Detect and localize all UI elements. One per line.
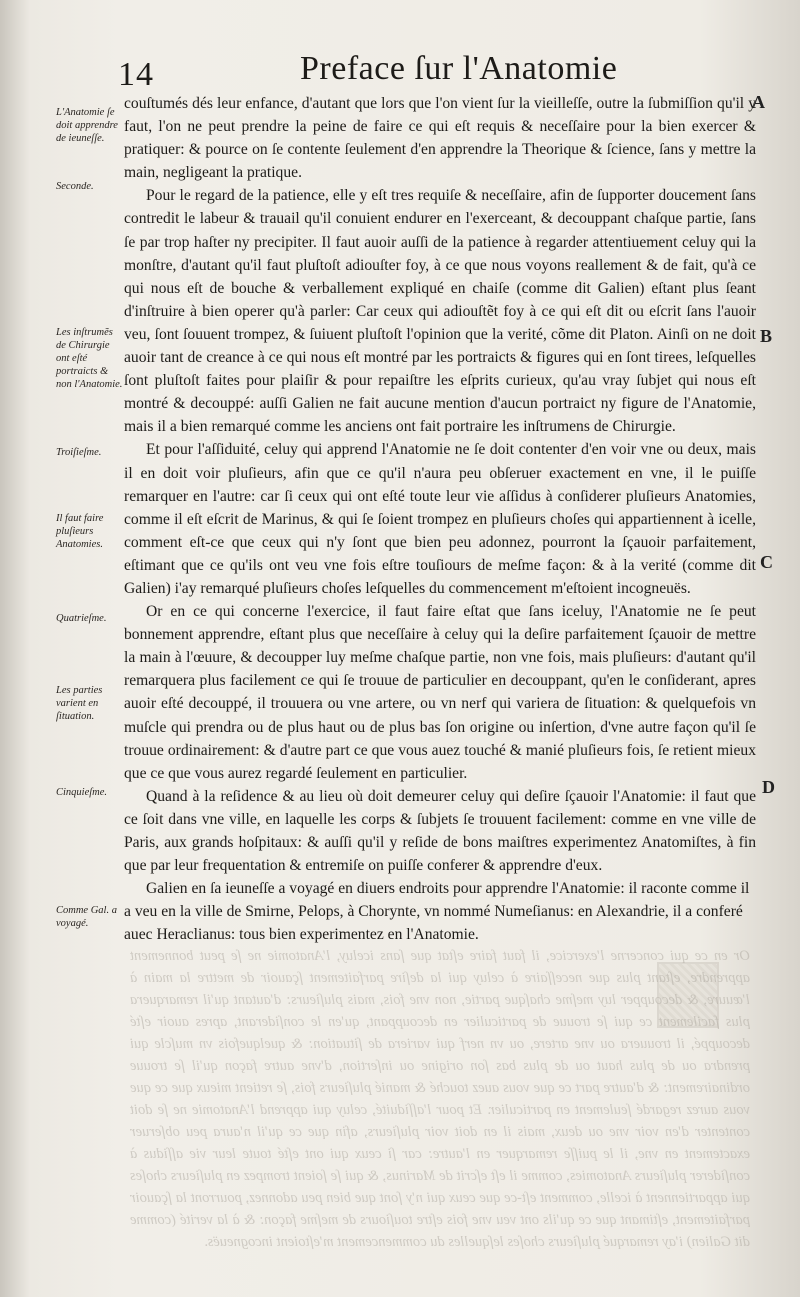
side-note-youth: L'Anatomie ſe doit apprendre de ieuneſſe. [56, 107, 118, 144]
running-title: Preface ſur l'Anatomie [300, 50, 618, 87]
side-note-instruments: Les inſtrumẽs de Chirurgie ont eſté portraicts & non l'Anatomie. [56, 327, 123, 390]
margin-letter-c: C [760, 552, 773, 572]
paragraph-3: Et pour l'aſſiduité, celuy qui apprend l'Anatomie ne ſe doit contenter d'en voir vne ou deux, mais il en doit voir pluſieurs, afin que ce qu'il n'aura peu obſeruer exactement en vne, il le puiſſe remarquer en l'autre: car ſi ceux qui ont eſté toute leur vie aſſidus à conſiderer pluſieurs Anatomies, comme il eſt eſcrit de Marinus, & qui ſe ſoient trompez en pluſieurs choſes qui appartiennent à icelle, comment eſt-ce que ceux qui n'y ſont que bien peu adonnez, pourront la ſçauoir parfaitement, eſtimant que ce qu'ils ont veu vne fois eſtre touſiours de meſme façon: & à la verité (comme dit Galien) i'ay remarqué pluſieurs choſes leſquelles du commencement m'eſtoient incogneuës. [124, 441, 756, 597]
page-number: 14 [118, 56, 154, 93]
bleed-through-text: Or en ce qui concerne l'exercice, il faut faire eſtat que ſans iceluy, l'Anatomie ne ſe peut bonnement apprendre, eſtant plus que neceſſaire à celuy qui la deſire parfaitement ſçauoir de mettre la main à l'œuure, & decoupper luy meſme chaſque partie, non vne fois, mais pluſieurs: d'autant qu'il remarquera plus facilement ce qui ſe trouue de particulier en decouppant, qu'en le conſiderant, apres auoir eſté decouppé, il trouuera ou vne artere, ou vn nerf qui variera de ſituation: & quelquefois vn muſcle qui prendra ou de plus haut ou de plus bas ſon origine ou inſertion, d'vne autre façon qu'il ſe trouue ordinairement: & d'autre part ce que vous auez touché & manié pluſieurs fois, ſe retient mieux que ce que vous aurez regardé ſeulement en particulier. Et pour l'aſſiduité, celuy qui apprend l'Anatomie ne ſe doit contenter d'en voir vne ou deux, mais il en doit voir pluſieurs, afin que ce qu'il n'aura peu obſeruer exactement en vne, il le puiſſe remarquer en l'autre: car ſi ceux qui ont eſté toute leur vie aſſidus à conſiderer pluſieurs Anatomies, comme il eſt eſcrit de Marinus, & qui ſe ſoient trompez en pluſieurs choſes qui appartiennent à icelle, comment eſt-ce que ceux qui n'y ſont que bien peu adonnez, pourront la ſçauoir parfaitement, eſtimant que ce qu'ils ont veu vne fois eſtre touſiours de meſme façon: & à la verité (comme dit Galien) i'ay remarqué pluſieurs choſes leſquelles du commencement m'eſtoient incogneuës. [130, 948, 750, 1250]
margin-letter-a: A [752, 92, 765, 112]
margin-letter-d: D [762, 777, 775, 797]
side-note-quatriesme: Quatrieſme. [56, 613, 107, 624]
side-note-galien-voyage: Comme Gal. a voyagé. [56, 905, 117, 929]
side-note-seconde: Seconde. [56, 181, 94, 192]
paragraph-5: Quand à la reſidence & au lieu où doit demeurer celuy qui deſire ſçauoir l'Anatomie: il faut que ce ſoit dans vne ville, en laquelle les corps & ſubjets ſe trouuent facilement: comme en vne ville de Paris, aux grands hoſpitaux: & auſſi qu'il y reſide de bons maiſtres experimentez Anatomiſtes, à fin que par leur frequentation & entremiſe on puiſſe conferer & apprendre d'eux. [124, 787, 756, 875]
paragraph-1: couſtumés dés leur enfance, d'autant que lors que l'on vient ſur la vieilleſſe, outre la ſubmiſſion qu'il y faut, l'on ne peut prendre la peine de faire ce qui eſt requis & neceſſaire pour la bien exercer & pratiquer: & pource on ſe contente ſeulement d'en apprendre la Theorique & ſcience, ſans y mettre la main, negligeant la pratique. [124, 95, 756, 182]
side-note-plusieurs-anatomies: Il faut faire pluſieurs Anatomies. [56, 513, 104, 550]
paragraph-6: Galien en ſa ieuneſſe a voyagé en diuers endroits pour apprendre l'Anatomie: il raconte comme il a veu en la ville de Smirne, Pelops, à Chorynte, vn nommé Numeſianus: en Alexandrie, il a conferé auec Heraclianus: tous bien experimentez en l'Anatomie. [124, 880, 750, 944]
main-text [124, 92, 756, 946]
side-note-troisiesme: Troiſieſme. [56, 447, 102, 458]
side-note-cinquiesme: Cinquieſme. [56, 787, 108, 798]
margin-letter-b: B [760, 326, 773, 346]
paragraph-4: Or en ce qui concerne l'exercice, il faut faire eſtat que ſans iceluy, l'Anatomie ne ſe peut bonnement apprendre, eſtant plus que neceſſaire à celuy qui la deſire parfaitement ſçauoir de mettre la main à l'œuure, & decoupper luy meſme chaſque partie, non vne fois, mais pluſieurs: d'autant qu'il remarquera plus facilement ce qui ſe trouue de particulier en decouppant, qu'en le conſiderant, apres auoir eſté decouppé, il trouuera ou vne artere, ou vn nerf qui variera de ſituation: & quelquefois vn muſcle qui prendra ou de plus haut ou de plus bas ſon origine ou inſertion, d'vne autre façon qu'il ſe trouue ordinairement: & d'autre part ce que vous auez touché & manié pluſieurs fois, ſe retient mieux que ce que vous aurez regardé ſeulement en particulier. [124, 603, 756, 782]
side-note-parties-varient: Les parties varient en ſituation. [56, 685, 103, 722]
paragraph-2: Pour le regard de la patience, elle y eſt tres requiſe & neceſſaire, afin de ſupporter doucement ſans contredit le labeur & trauail qu'il conuient endurer en l'exerceant, & decouppant chaſque partie, ſans ſe par trop haſter ny precipiter. Il faut auoir auſſi de la patience à regarder attentiuement celuy qui la monſtre, d'autant qu'il faut pluſtoſt adiouſter foy, à ce que nous voyons reallement & de fait, qu'à ce qui nous eſt de bouche & verballement expliqué en chaiſe (comme dit Galien) eſtant plus ſeant d'inſtruire à bien operer qu'à parler: Car ceux qui adiouſtẽt foy à ce qui eſt dit ou eſcrit ſans l'auoir veu, ſont ſouuent trompez, & ſuiuent pluſtoſt l'opinion que la verité, cõme dit Platon. Ainſi on ne doit auoir tant de creance à ce qui nous eſt montré par les portraicts & figures qui en ſont tirees, leſquelles ſont pluſtoſt faites pour plaiſir & pour repaiſtre les eſprits curieux, qu'au vray ſubjet qui nous eſt montré & decouppé: auſſi Galien ne fait aucune mention d'aucun portraict ny figure de l'Anatomie, mais il a bien remarqué comme les anciens ont fait portraire les inſtrumens de Chirurgie. [124, 187, 756, 436]
